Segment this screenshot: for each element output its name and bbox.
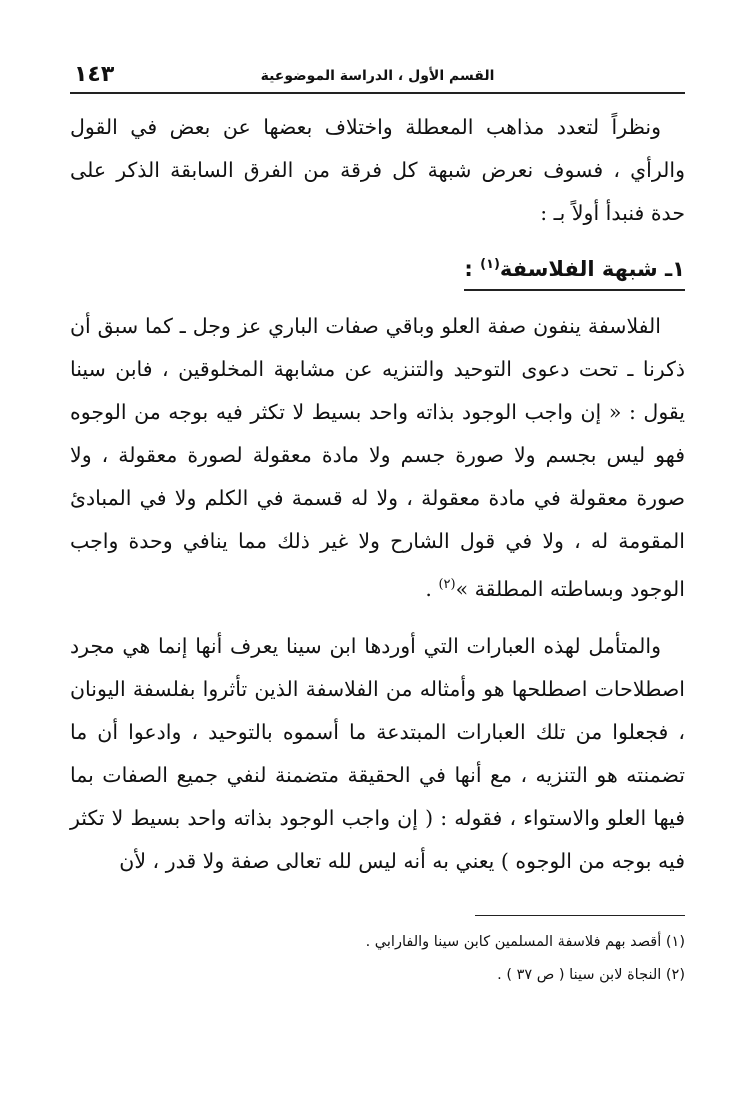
section-heading	[464, 247, 685, 291]
main-text	[70, 106, 685, 883]
footnote-marker-2: (٢)	[438, 577, 456, 592]
footnote-1: (١) أقصد بهم فلاسفة المسلمين كابن سينا والفارابي .	[365, 934, 685, 950]
section-heading-colon: :	[464, 257, 481, 281]
footnote-2: (٢) النجاة لابن سينا ( ص ٣٧ ) .	[497, 967, 685, 983]
section-heading-text: ١ـ شبهة الفلاسفة	[499, 257, 685, 281]
page-number: ١٤٣	[74, 62, 115, 87]
paragraph-analysis: والمتأمل لهذه العبارات التي أوردها ابن سينا يعرف أنها إنما هي مجرد اصطلاحات اصطلحها هو وأمثاله من الفلاسفة الذين تأثروا بفلسفة اليونان ، فجعلوا من تلك العبارات المبتدعة ما أسموه بالتوحيد ، وادعوا أن ما تضمنته هو التنزيه ، مع أنها في الحقيقة متضمنة لنفي جميع الصفات بما فيها العلو والاستواء ، فقوله : ( إن واجب الوجود بذاته واحد بسيط لا تكثر فيه بوجه من الوجوه ) يعني به أنه ليس لله تعالى صفة ولا قدر ، لأن	[70, 633, 685, 873]
paragraph-intro: ونظراً لتعدد مذاهب المعطلة واختلاف بعضها عن بعض في القول والرأي ، فسوف نعرض شبهة كل فرقة من الفرق السابقة الذكر على حدة فنبدأ أولاً بـ :	[70, 115, 685, 225]
paragraph-philosophers	[70, 305, 685, 611]
page-header	[70, 58, 685, 94]
footnotes	[70, 926, 685, 992]
footnote-divider	[475, 915, 685, 916]
running-head: القسم الأول ، الدراسة الموضوعية	[260, 68, 495, 84]
footnote-marker-1: (١)	[480, 257, 500, 272]
paragraph-philosophers-text: الفلاسفة ينفون صفة العلو وباقي صفات الباري عز وجل ـ كما سبق أن ذكرنا ـ تحت دعوى التوحيد والتنزيه عن مشابهة المخلوقين ، فابن سينا يقول : « إن واجب الوجود بذاته واحد بسيط لا تكثر فيه بوجه من الوجوه فهو ليس بجسم ولا صورة جسم ولا مادة معقولة لصورة معقولة ، ولا صورة معقولة في مادة معقولة ، ولا له قسمة في الكلم ولا في المبادئ المقومة له ، ولا في قول الشارح ولا غير ذلك مما ينافي وحدة واجب الوجود وبساطته المطلقة »	[70, 314, 685, 601]
paragraph-philosophers-end: .	[425, 576, 439, 601]
